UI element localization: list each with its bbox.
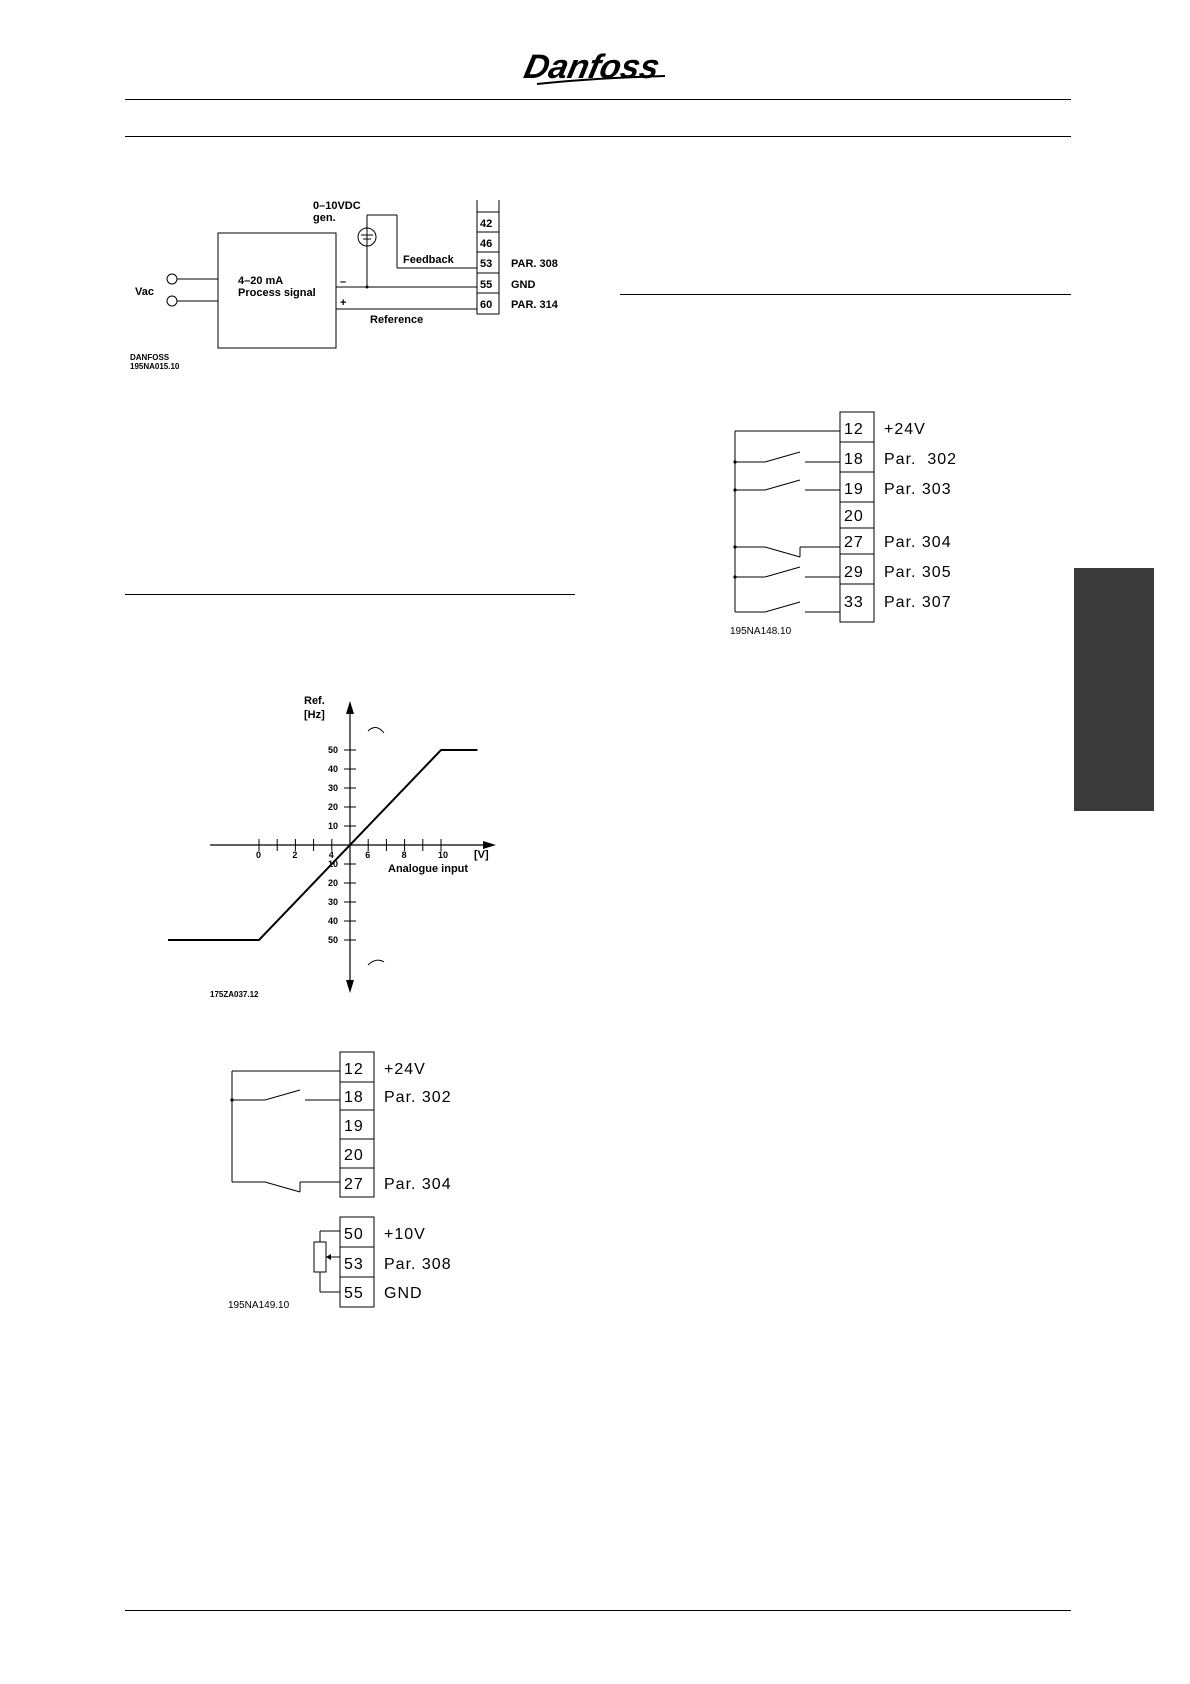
- y-axis-arrow-up: [346, 701, 354, 714]
- terminal-46: 46: [480, 238, 493, 250]
- vac-label: Vac: [135, 286, 154, 298]
- box-line2: Process signal: [238, 287, 316, 299]
- dig-terminal-33: 33: [844, 594, 864, 611]
- pot-terminal-53: 53: [344, 1256, 364, 1273]
- dig-terminal-18: 18: [844, 451, 864, 468]
- y-tick-label: 10: [328, 859, 339, 869]
- dig-label-307: Par. 307: [884, 594, 952, 611]
- label-gnd: GND: [511, 279, 536, 291]
- left-section-rule: [125, 594, 575, 595]
- code-line1: DANFOSS: [130, 353, 170, 362]
- y-tick-label: 20: [328, 878, 339, 888]
- terminal-53: 53: [480, 258, 493, 270]
- pot-terminal-18: 18: [344, 1089, 364, 1106]
- pot-terminal-20: 20: [344, 1147, 364, 1164]
- danfoss-logo-icon: [520, 38, 675, 93]
- potentiometer-diagram: [225, 1052, 485, 1312]
- y-tick-label: 20: [328, 802, 339, 812]
- pot-label-10v: +10V: [384, 1226, 426, 1243]
- y-tick-label: 40: [328, 916, 339, 926]
- gen-line2: gen.: [313, 212, 336, 224]
- y-tick-label: 10: [328, 821, 339, 831]
- terminal-42: 42: [480, 218, 493, 230]
- pot-label-304: Par. 304: [384, 1176, 452, 1193]
- pot-label-24v: +24V: [384, 1061, 426, 1078]
- dig-terminal-19: 19: [844, 481, 864, 498]
- y-tick-label: 40: [328, 764, 339, 774]
- chart-code: 175ZA037.12: [210, 990, 259, 999]
- x-tick-label: 10: [438, 850, 449, 860]
- pot-terminal-50: 50: [344, 1226, 364, 1243]
- footer-rule: [125, 1610, 1071, 1611]
- x-tick-label: 2: [292, 850, 298, 860]
- y-tick-label: 50: [328, 935, 339, 945]
- y-label-line2: [Hz]: [304, 709, 325, 721]
- dig-label-304: Par. 304: [884, 534, 952, 551]
- code-line2: 195NA015.10: [130, 362, 180, 371]
- pot-terminal-27: 27: [344, 1176, 364, 1193]
- x-label: Analogue input: [388, 863, 469, 875]
- pot-terminal-19: 19: [344, 1118, 364, 1135]
- pot-label-gnd: GND: [384, 1285, 423, 1302]
- dig-terminal-29: 29: [844, 564, 864, 581]
- ccw-rotation-icon: [368, 960, 384, 965]
- side-tab: [1074, 568, 1154, 811]
- label-par-308: PAR. 308: [511, 258, 558, 270]
- pot-label-302: Par. 302: [384, 1089, 452, 1106]
- x-tick-label: 8: [401, 850, 407, 860]
- label-par-314: PAR. 314: [511, 299, 558, 311]
- box-line1: 4–20 mA: [238, 275, 284, 287]
- wiper-arrow-icon: [326, 1254, 331, 1260]
- y-label-line1: Ref.: [304, 695, 325, 707]
- y-tick-label: 30: [328, 897, 339, 907]
- y-axis-arrow-down: [346, 980, 354, 993]
- plus-sign: +: [340, 297, 347, 309]
- x-tick-label: 0: [256, 850, 262, 860]
- logo-text: Danfoss: [520, 48, 663, 86]
- pot-label-308: Par. 308: [384, 1256, 452, 1273]
- dig-label-305: Par. 305: [884, 564, 952, 581]
- pot-terminal-55: 55: [344, 1285, 364, 1302]
- header-rule-bottom: [125, 136, 1071, 137]
- feedback-label: Feedback: [403, 254, 454, 266]
- x-tick-label: 6: [365, 850, 371, 860]
- gen-line1: 0–10VDC: [313, 200, 361, 212]
- dig-label-303: Par. 303: [884, 481, 952, 498]
- header-logo: [520, 38, 675, 93]
- reference-chart: [200, 690, 510, 1000]
- x-tick-label: 4: [328, 850, 334, 860]
- x-axis-arrow: [483, 841, 496, 849]
- header-rule-top: [125, 99, 1071, 100]
- pot-terminal-12: 12: [344, 1061, 364, 1078]
- pot-code: 195NA149.10: [228, 1300, 290, 1311]
- dig-label-302: Par. 302: [884, 451, 958, 468]
- dig-label-24v: +24V: [884, 421, 926, 438]
- cw-rotation-icon: [368, 727, 384, 733]
- y-tick-label: 50: [328, 745, 339, 755]
- process-signal-diagram: [125, 195, 585, 375]
- dig-terminal-20: 20: [844, 508, 864, 525]
- reference-label: Reference: [370, 314, 424, 326]
- terminal-60: 60: [480, 299, 493, 311]
- dig-code: 195NA148.10: [730, 626, 792, 637]
- right-section-rule: [620, 294, 1071, 295]
- minus-sign: –: [340, 276, 347, 288]
- dig-terminal-27: 27: [844, 534, 864, 551]
- terminal-55: 55: [480, 279, 493, 291]
- y-tick-label: 30: [328, 783, 339, 793]
- dig-terminal-12: 12: [844, 421, 864, 438]
- x-unit: [V]: [474, 849, 489, 861]
- digital-input-diagram: [725, 412, 985, 642]
